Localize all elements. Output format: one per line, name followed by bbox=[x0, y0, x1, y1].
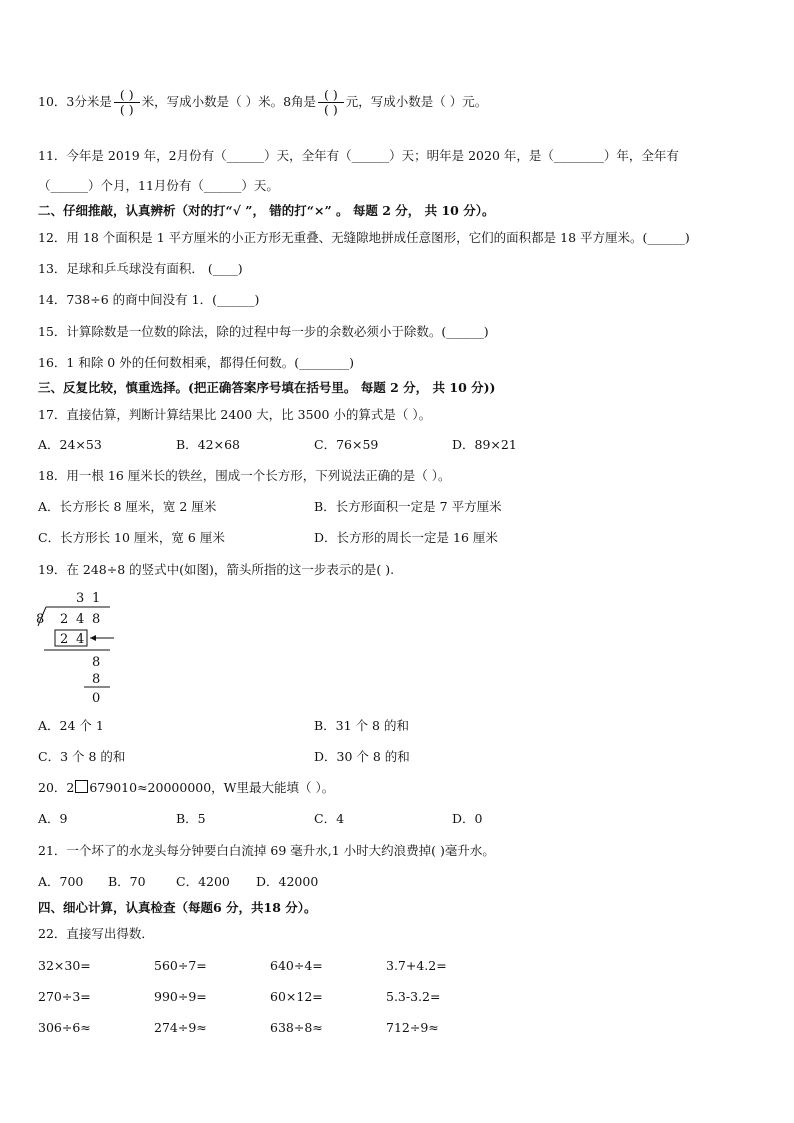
q18-option-c: C．长方形长 10 厘米，宽 6 厘米 bbox=[38, 530, 225, 545]
question-15: 15．计算除数是一位数的除法，除的过程中每一步的余数必须小于除数。(______) bbox=[38, 324, 489, 339]
q19-option-c: C．3 个 8 的和 bbox=[38, 749, 126, 764]
q19-option-b: B．31 个 8 的和 bbox=[314, 718, 409, 733]
calc-item: 306÷6≈ bbox=[38, 1020, 91, 1035]
blank-square-icon bbox=[75, 780, 88, 793]
fraction-blank-2 bbox=[318, 88, 344, 117]
divisor: 8 bbox=[36, 612, 45, 627]
question-11-line-1: 11．今年是 2019 年，2月份有（______）天，全年有（______）天；明年是 2020 年，是（________）年，全年有 bbox=[38, 148, 679, 163]
calc-item: 990÷9= bbox=[154, 989, 207, 1004]
question-20-stem bbox=[38, 780, 334, 796]
q19-option-d: D．30 个 8 的和 bbox=[314, 749, 410, 764]
question-13: 13．足球和乒乓球没有面积． (____) bbox=[38, 261, 243, 276]
q17-option-a: A．24×53 bbox=[38, 437, 102, 452]
q20-text-2: 679010≈20000000，W里最大能填（ ）。 bbox=[89, 780, 335, 795]
q21-option-a: A．700 bbox=[38, 874, 84, 889]
dividend-digit: 2 bbox=[60, 612, 69, 627]
q18-option-b: B．长方形面积一定是 7 平方厘米 bbox=[314, 499, 502, 514]
calc-item: 712÷9≈ bbox=[386, 1020, 439, 1035]
q21-option-d: D．42000 bbox=[256, 874, 319, 889]
question-14: 14．738÷6 的商中间没有 1．(______) bbox=[38, 292, 260, 307]
calc-item: 640÷4= bbox=[270, 958, 323, 973]
q18-option-d: D．长方形的周长一定是 16 厘米 bbox=[314, 530, 498, 545]
fraction-numerator: ( ) bbox=[114, 88, 140, 103]
q17-option-c: C．76×59 bbox=[314, 437, 379, 452]
calc-item: 274÷9≈ bbox=[154, 1020, 207, 1035]
question-11-line-2: （______）个月，11月份有（______）天。 bbox=[38, 178, 279, 193]
q17-option-b: B．42×68 bbox=[176, 437, 240, 452]
calc-item: 560÷7= bbox=[154, 958, 207, 973]
question-12: 12．用 18 个面积是 1 平方厘米的小正方形无重叠、无缝隙地拼成任意图形，它们的面积都是 18 平方厘米。(______) bbox=[38, 230, 690, 245]
q20-option-c: C．4 bbox=[314, 811, 345, 826]
q19-option-a: A．24 个 1 bbox=[38, 718, 104, 733]
q21-option-c: C．4200 bbox=[176, 874, 230, 889]
section-4-heading: 四、细心计算，认真检查（每题6 分，共18 分）。 bbox=[38, 900, 317, 915]
remainder: 0 bbox=[92, 691, 101, 706]
quotient-digit: 1 bbox=[92, 591, 101, 606]
question-22-stem: 22．直接写出得数． bbox=[38, 926, 154, 941]
q10-text-3: 元，写成小数是（ ）元。 bbox=[345, 94, 488, 109]
calc-item: 3.7+4.2= bbox=[386, 958, 447, 973]
section-3-heading: 三、反复比较，慎重选择。(把正确答案序号填在括号里。 每题 2 分， 共 10 分)) bbox=[38, 380, 496, 395]
calc-item: 60×12= bbox=[270, 989, 323, 1004]
fraction-denominator: ( ) bbox=[324, 102, 338, 117]
calc-item: 270÷3= bbox=[38, 989, 91, 1004]
step-digit: 8 bbox=[92, 672, 101, 687]
q17-option-d: D．89×21 bbox=[452, 437, 517, 452]
arrowhead-icon bbox=[90, 635, 96, 641]
q20-option-d: D．0 bbox=[452, 811, 483, 826]
step-digit: 8 bbox=[92, 655, 101, 670]
q10-text-1: 10．3分米是 bbox=[38, 94, 112, 109]
dividend-digit: 8 bbox=[92, 612, 101, 627]
q10-text-2: 米，写成小数是（ ）米。8角是 bbox=[141, 94, 317, 109]
question-19-stem: 19．在 248÷8 的竖式中(如图)，箭头所指的这一步表示的是( ). bbox=[38, 562, 395, 577]
fraction-denominator: ( ) bbox=[119, 102, 134, 117]
q20-option-b: B．5 bbox=[176, 811, 206, 826]
question-18-stem: 18．用一根 16 厘米长的铁丝，围成一个长方形，下列说法正确的是（ ）。 bbox=[38, 468, 451, 483]
long-division-diagram bbox=[30, 588, 130, 706]
question-10 bbox=[38, 88, 487, 117]
q21-option-b: B．70 bbox=[108, 874, 146, 889]
q20-text-1: 20．2 bbox=[38, 780, 75, 795]
question-21-stem: 21．一个坏了的水龙头每分钟要白白流掉 69 毫升水,1 小时大约浪费掉( )毫升水。 bbox=[38, 843, 495, 858]
question-17-stem: 17．直接估算，判断计算结果比 2400 大，比 3500 小的算式是（ ）。 bbox=[38, 407, 432, 422]
q18-option-a: A．长方形长 8 厘米，宽 2 厘米 bbox=[38, 499, 217, 514]
dividend-digit: 4 bbox=[76, 612, 85, 627]
question-16: 16．1 和除 0 外的任何数相乘，都得任何数。(________) bbox=[38, 355, 354, 370]
fraction-numerator: ( ) bbox=[318, 88, 344, 103]
calc-item: 5.3-3.2= bbox=[386, 989, 441, 1004]
calc-item: 32×30= bbox=[38, 958, 91, 973]
step-digit: 4 bbox=[76, 632, 85, 647]
section-2-heading: 二、仔细推敲，认真辨析（对的打“√ ”， 错的打“×” 。 每题 2 分， 共 10 分）。 bbox=[38, 203, 495, 218]
step-digit: 2 bbox=[60, 632, 69, 647]
q20-option-a: A．9 bbox=[38, 811, 68, 826]
fraction-blank-1 bbox=[114, 88, 140, 117]
calc-item: 638÷8≈ bbox=[270, 1020, 323, 1035]
quotient-digit: 3 bbox=[76, 591, 85, 606]
